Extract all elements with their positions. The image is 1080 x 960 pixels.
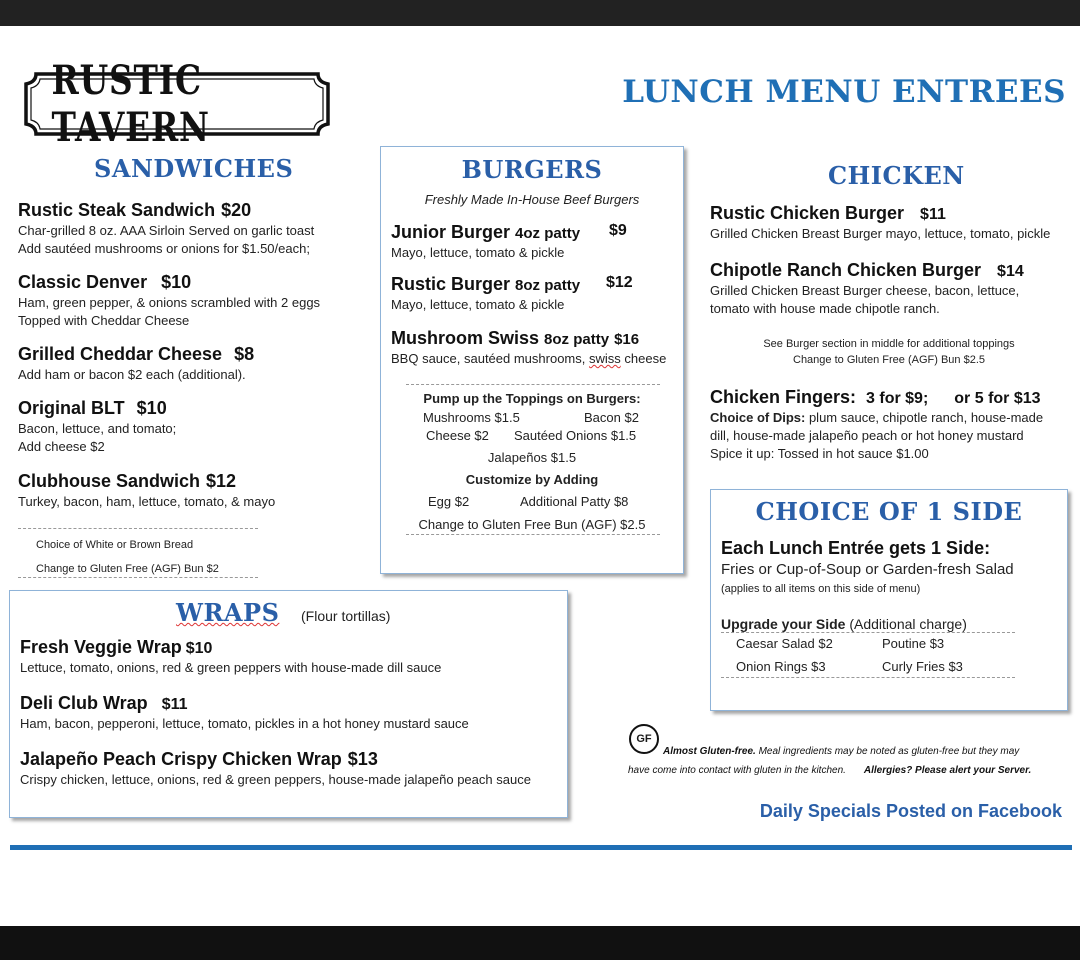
facebook-note: Daily Specials Posted on Facebook [759, 801, 1062, 821]
burger-item-price: $9 [609, 222, 627, 239]
divider [406, 534, 660, 535]
sandwich-item-desc: Char-grilled 8 oz. AAA Sirloin Served on garlic toast Add sautéed mushrooms or onions for $1.50/each; [18, 223, 315, 256]
gluten-note-line1: Almost Gluten-free. Meal ingredients may be noted as gluten-free but they may [663, 746, 1020, 757]
customize-heading: Customize by Adding [465, 472, 599, 487]
chicken-item-desc: Grilled Chicken Breast Burger mayo, lettuce, tomato, pickle [710, 226, 1051, 241]
sandwich-item-name: Rustic Steak Sandwich $20 [18, 200, 252, 220]
wraps-heading: WRAPS [176, 598, 280, 627]
sandwiches-heading: SANDWICHES [94, 154, 294, 183]
sandwich-note: Change to Gluten Free (AGF) Bun $2 [36, 563, 219, 575]
sandwich-item-desc: Bacon, lettuce, and tomato; Add cheese $2 [18, 421, 177, 454]
topping-item: Bacon $2 [584, 410, 639, 425]
side-upgrade-item: Curly Fries $3 [882, 659, 963, 674]
wrap-item-name: Fresh Veggie Wrap $10 [20, 637, 213, 657]
side-heading: CHOICE OF 1 SIDE [755, 497, 1023, 526]
side-upgrade-label: Upgrade your Side (Additional charge) [721, 616, 967, 632]
chicken-item-desc: Grilled Chicken Breast Burger cheese, bacon, lettuce, tomato with house made chipotle ranch. [710, 283, 1020, 316]
chicken-heading: CHICKEN [828, 161, 965, 190]
sandwich-item-desc: Add ham or bacon $2 each (additional). [18, 367, 246, 382]
chicken-item-name: Chipotle Ranch Chicken Burger $14 [710, 260, 1024, 280]
sandwich-item-name: Classic Denver $10 [18, 272, 192, 292]
burger-item-desc: Mayo, lettuce, tomato & pickle [391, 297, 565, 312]
page-title: LUNCH MENU ENTREES [622, 74, 1066, 110]
burger-item-desc: BBQ sauce, sautéed mushrooms, swiss cheese [391, 351, 667, 366]
wrap-item-desc: Lettuce, tomato, onions, red & green peppers with house-made dill sauce [20, 660, 442, 675]
burger-gf-note: Change to Gluten Free Bun (AGF) $2.5 [418, 517, 646, 532]
wrap-item-desc: Crispy chicken, lettuce, onions, red & green peppers, house-made jalapeño peach sauce [20, 772, 531, 787]
burger-item-desc: Mayo, lettuce, tomato & pickle [391, 245, 565, 260]
chicken-note: See Burger section in middle for additional toppings [763, 338, 1015, 350]
customize-item: Egg $2 [428, 494, 470, 509]
sandwich-item-name: Clubhouse Sandwich $12 [18, 471, 237, 491]
divider [721, 632, 1015, 633]
wraps-note: (Flour tortillas) [301, 608, 391, 624]
burger-item-name: Rustic Burger 8oz patty [391, 274, 581, 294]
logo-text: RUSTIC TAVERN [51, 57, 210, 151]
side-lead: Each Lunch Entrée gets 1 Side: [721, 538, 991, 558]
sandwich-item-name: Grilled Cheddar Cheese $8 [18, 344, 255, 364]
burgers-heading: BURGERS [461, 155, 603, 184]
gluten-free-icon: GF [629, 724, 659, 754]
topping-item: Mushrooms $1.5 [423, 410, 520, 425]
burgers-subtitle: Freshly Made In-House Beef Burgers [424, 192, 640, 207]
topping-item: Cheese $2 [426, 428, 489, 443]
side-upgrade-item: Onion Rings $3 [736, 659, 826, 674]
top-bar [0, 0, 1080, 26]
side-upgrade-item: Poutine $3 [882, 636, 945, 651]
wrap-item-desc: Ham, bacon, pepperoni, lettuce, tomato, pickles in a hot honey mustard sauce [20, 716, 469, 731]
topping-item: Jalapeños $1.5 [487, 450, 577, 465]
chicken-item-name: Rustic Chicken Burger $11 [710, 203, 946, 223]
topping-item: Sautéed Onions $1.5 [514, 428, 637, 443]
sandwich-item-desc: Turkey, bacon, ham, lettuce, tomato, & mayo [18, 494, 276, 509]
side-upgrade-item: Caesar Salad $2 [736, 636, 833, 651]
sandwich-note: Choice of White or Brown Bread [36, 539, 194, 551]
wrap-item-name: Deli Club Wrap $11 [20, 693, 188, 713]
logo [24, 57, 330, 151]
sandwich-item-name: Original BLT $10 [18, 398, 167, 418]
side-applies: (applies to all items on this side of menu) [721, 583, 921, 595]
side-options: Fries or Cup-of-Soup or Garden-fresh Salad [721, 561, 1014, 578]
toppings-heading: Pump up the Toppings on Burgers: [423, 391, 641, 406]
customize-item: Additional Patty $8 [520, 494, 629, 509]
chicken-note: Change to Gluten Free (AGF) Bun $2.5 [793, 354, 985, 366]
divider [721, 677, 1015, 678]
chicken-fingers-desc: Choice of Dips: plum sauce, chipotle ranch, house-made dill, house-made jalapeño peach or hot honey mustard Spice it up: Tossed in hot sauce $1.00 [710, 410, 1044, 461]
chicken-fingers-name: Chicken Fingers: 3 for $9; or 5 for $13 [710, 387, 1041, 407]
bottom-rule [10, 845, 1072, 850]
gluten-note-line2: have come into contact with gluten in the kitchen. Allergies? Please alert your Server. [628, 765, 1032, 776]
burger-item-name: Junior Burger 4oz patty [391, 222, 581, 242]
divider [406, 384, 660, 385]
burger-item-price: $12 [606, 274, 633, 291]
sandwich-item-desc: Ham, green pepper, & onions scrambled with 2 eggs Topped with Cheddar Cheese [18, 295, 321, 328]
divider [18, 528, 258, 529]
burger-item-name: Mushroom Swiss 8oz patty $16 [391, 328, 640, 348]
wrap-item-name: Jalapeño Peach Crispy Chicken Wrap $13 [20, 749, 378, 769]
divider [18, 577, 258, 578]
bottom-bar [0, 926, 1080, 960]
